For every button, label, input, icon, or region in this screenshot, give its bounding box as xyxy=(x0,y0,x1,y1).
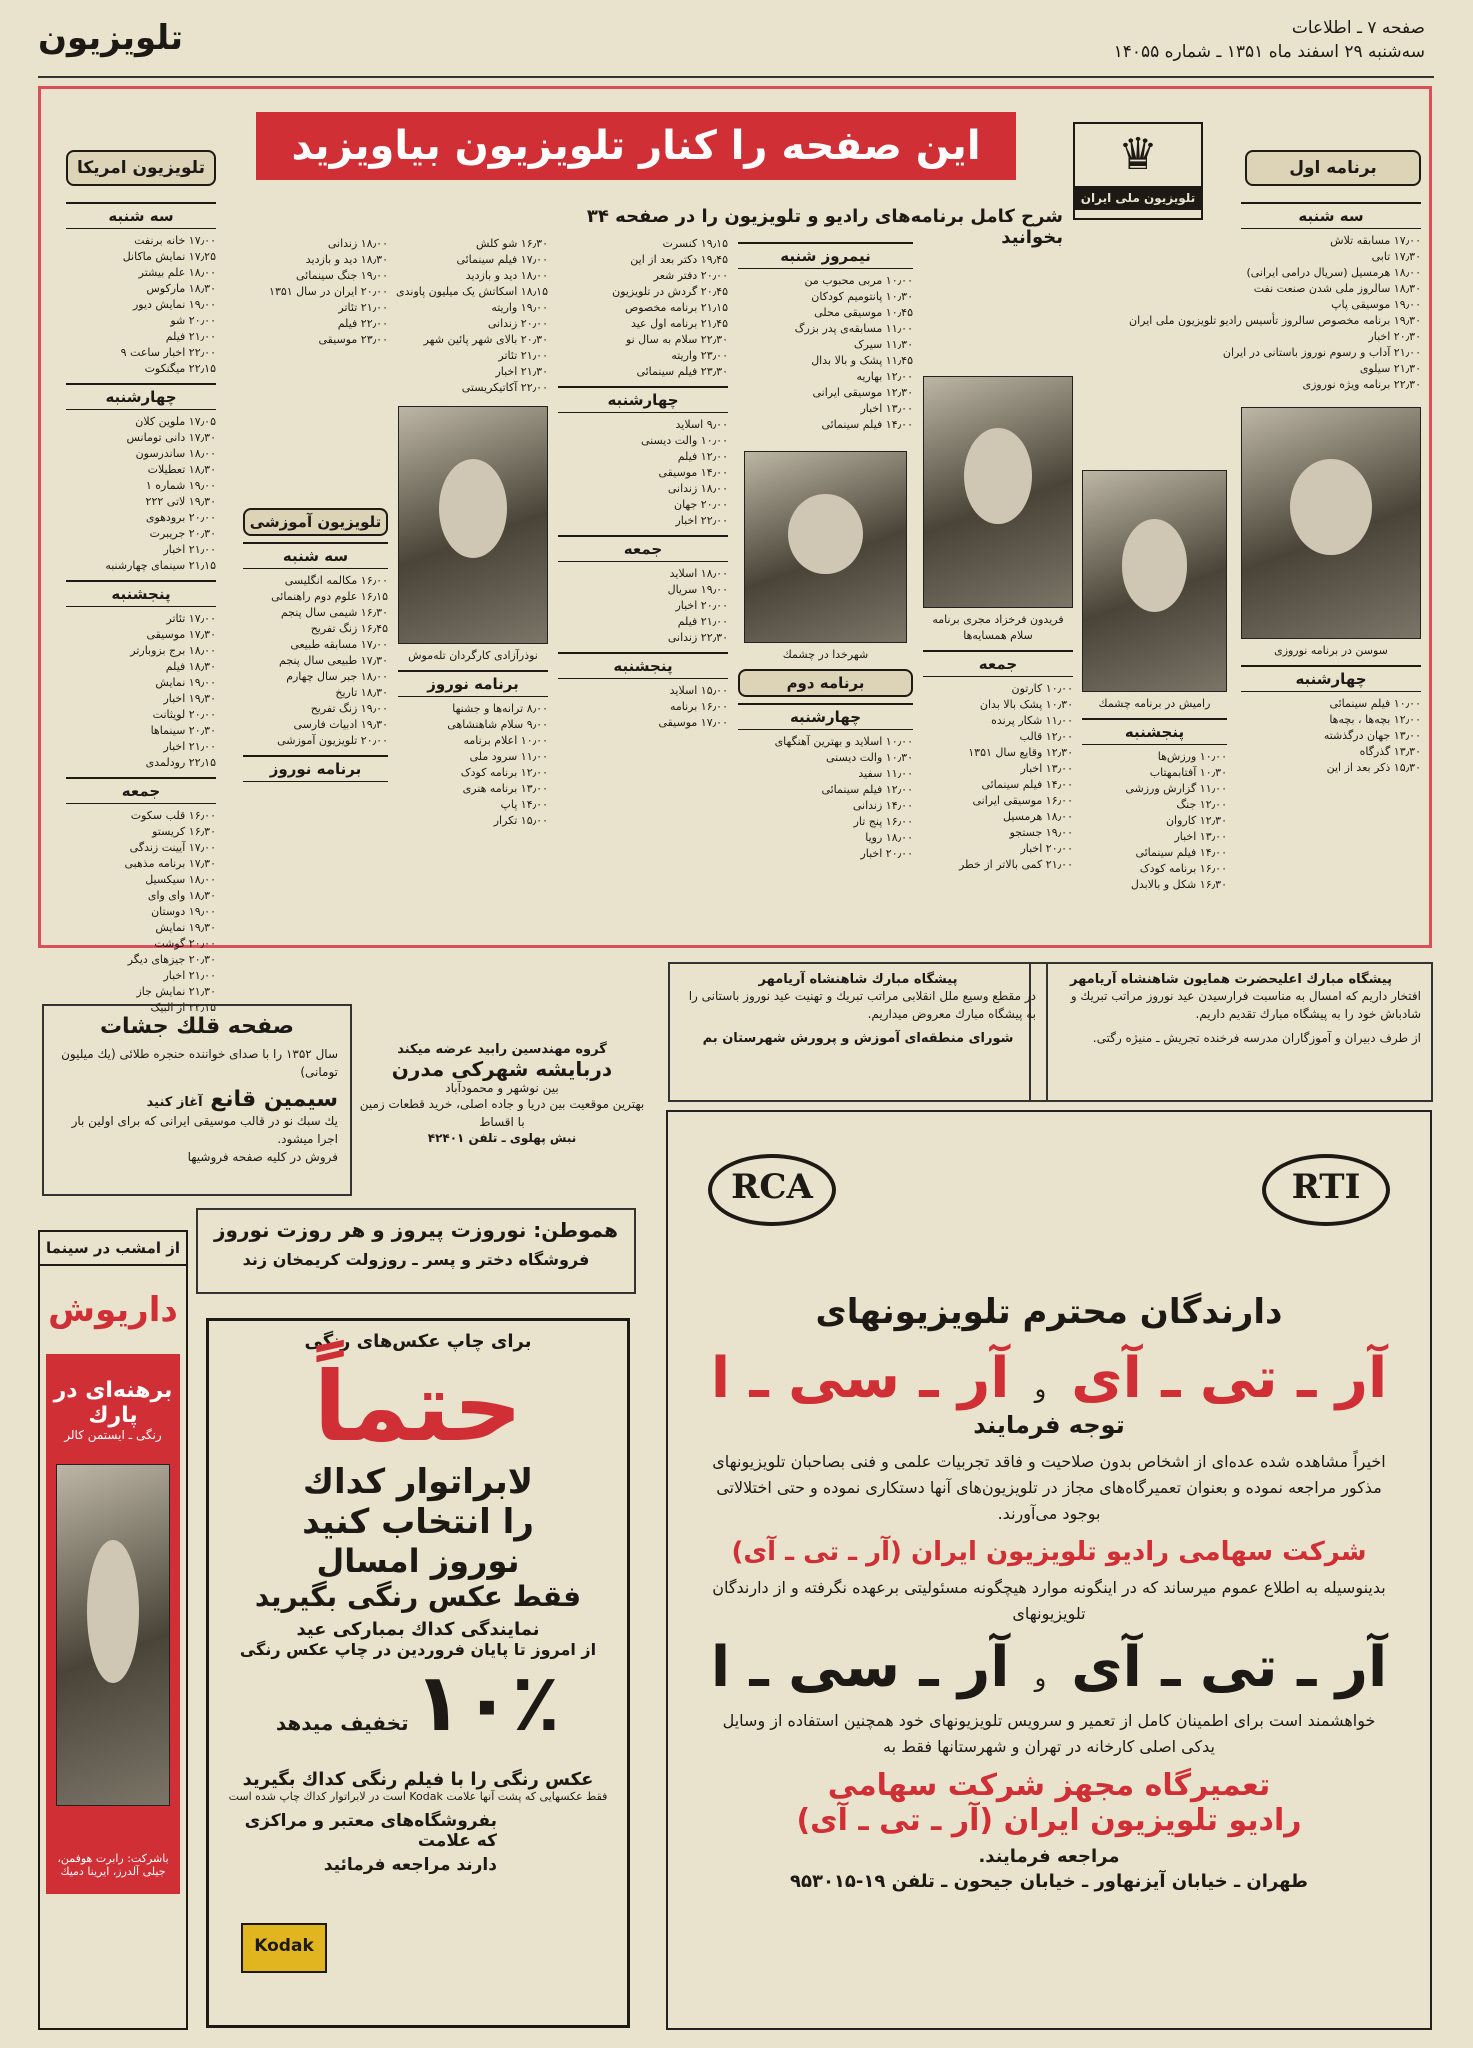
program-item: ۲۲٫۱۵ از البيک xyxy=(150,1001,216,1014)
rti-heading: دارندگان محترم تلويزيونهای xyxy=(815,1292,1283,1332)
program-item: ۱۹٫۳۰ لاتی ۲۲۲ xyxy=(145,495,216,508)
program-item: ۲۲٫۳۰ سلام به سال نو xyxy=(625,333,728,346)
program-item: ۱۶٫۳۰ شو کلش xyxy=(475,237,548,250)
program-item: ۱۰٫۰۰ اسلايد و بهترين آهنگهای xyxy=(774,735,913,748)
program-item: ۱۹٫۰۰ سريال xyxy=(667,583,728,596)
face-shape xyxy=(964,428,1032,525)
nowruz-program-label: برنامه نوروز xyxy=(398,670,548,697)
photo-farrokhzad xyxy=(923,376,1073,608)
program-item: ۱۸٫۳۰ وای وای xyxy=(147,889,216,902)
program-item: ۱۰٫۰۰ فيلم سينمائی xyxy=(1329,697,1421,710)
program-item: ۲۰٫۳۰ جريبرت xyxy=(149,527,216,540)
day-heading: چهارشنبه xyxy=(66,383,216,410)
program-item: ۱۴٫۰۰ موسيقی xyxy=(658,466,728,479)
homotan-ad xyxy=(196,1208,636,1294)
program-item: ۱۲٫۰۰ فيلم xyxy=(677,450,728,463)
program-item: ۱۰٫۰۰ کارتون xyxy=(1011,682,1073,695)
rti-repair: تعميرگاه مجهز شرکت سهامی xyxy=(827,1768,1271,1803)
program-item: ۲۲٫۱۵ رودلمدی xyxy=(145,756,216,769)
building-phone: نبش پهلوی ـ تلفن ۴۲۴۰۱ xyxy=(427,1131,577,1145)
program-item: ۱۸٫۰۰ هرمسيل xyxy=(1003,810,1073,823)
program-item: ۱۳٫۰۰ اخبار xyxy=(1174,830,1227,843)
program-item: ۱۸٫۰۰ جبر سال چهارم xyxy=(286,670,388,683)
day-heading: چهارشنبه xyxy=(738,703,913,730)
program-item: ۱۹٫۰۰ جنگ سينمائی xyxy=(296,269,388,282)
program-item: ۲۰٫۳۰ اخبار xyxy=(1368,330,1421,343)
program-item: ۱۲٫۰۰ بچه‌ها ، بچه‌ها xyxy=(1329,713,1421,726)
kodak-line: فقط عکسهايی که پشت آنها علامت Kodak است در لابراتوار کداك چاپ شده است xyxy=(228,1790,608,1803)
discount-text: تخفيف ميدهد xyxy=(275,1711,409,1735)
program-item: ۲۰٫۰۰ لويثانت xyxy=(152,708,216,721)
rti-para: بدينوسيله به اطلاع عموم ميرساند که در اينگونه موارد هيچگونه مسئوليتی برعهده نگرفته و از دارندگان تلويزيونهای xyxy=(712,1578,1386,1623)
day-heading: پنجشنبه xyxy=(558,652,728,679)
program-item: ۱۹٫۳۰ اخبار xyxy=(163,692,216,705)
program-item: ۱۸٫۳۰ ديد و بازديد xyxy=(305,253,388,266)
brand-rti: آر ـ تی ـ آی xyxy=(1071,1635,1388,1700)
photo-caption: شهرخدا در چشمك xyxy=(782,648,869,661)
photo-nozar-azadi xyxy=(398,406,548,644)
face-shape xyxy=(87,1540,139,1683)
program-item: ۱۸٫۰۰ اسلايد xyxy=(669,567,728,580)
program-item: ۱۸٫۰۰ ديد و بازديد xyxy=(465,269,548,282)
program-item: ۱۸٫۳۰ مارکوس xyxy=(146,282,216,295)
kodak-logo-icon: Kodak xyxy=(241,1923,327,1973)
program-item: ۹٫۰۰ اسلايد xyxy=(675,418,728,431)
program-item: ۱۱٫۰۰ مسابقه‌ی پدر بزرگ xyxy=(794,322,913,335)
photo-susan xyxy=(1241,407,1421,639)
face-shape xyxy=(439,459,507,558)
program-item: ۹٫۰۰ سلام شاهنشاهی xyxy=(447,718,548,731)
program-item: ۲۱٫۰۰ فيلم xyxy=(677,615,728,628)
program-item: ۱۰٫۳۰ پانتوميم کودکان xyxy=(811,290,913,303)
program-item: ۱۹٫۳۰ ادبيات فارسی xyxy=(293,718,388,731)
brand-conj: و xyxy=(1034,1375,1047,1403)
second-column xyxy=(1082,470,1227,940)
program-item: ۱۸٫۰۰ ساندرسون xyxy=(135,447,216,460)
program-item: ۱۸٫۰۰ زندانی xyxy=(667,482,728,495)
program-item: ۲۱٫۰۰ اخبار xyxy=(163,969,216,982)
program-item: ۱۰٫۰۰ والت ديسنی xyxy=(641,434,728,447)
top-rule xyxy=(38,76,1434,78)
program-item: ۱۱٫۳۰ سيرک xyxy=(853,338,913,351)
program-item: ۱۵٫۳۰ ذکر بعد از اين xyxy=(1326,761,1421,774)
program-item: ۱۶٫۳۰ کريستو xyxy=(152,825,216,838)
face-shape xyxy=(1122,519,1188,611)
film-poster xyxy=(46,1354,180,1894)
program-item: ۱۶٫۰۰ برنامه xyxy=(669,700,728,713)
program-item: ۲۱٫۴۵ برنامه اول عيد xyxy=(630,317,728,330)
program-item: ۱۴٫۰۰ زندانی xyxy=(852,799,913,812)
kodak-line: از امروز تا پايان فروردين در چاپ عکس رنگی xyxy=(239,1640,597,1659)
program-item: ۱۶٫۰۰ برنامه کودک xyxy=(1139,862,1227,875)
galak-line: يك سبك نو در قالب موسيقی ايرانی که برای اولين بار اجرا ميشود. xyxy=(71,1114,338,1146)
logo-caption: تلويزيون ملی ايران xyxy=(1075,186,1201,210)
homotan-line2: فروشگاه دختر و پسر ـ روزولت کريمخان زند xyxy=(242,1250,590,1269)
program-item: ۱۰٫۰۰ اعلام برنامه xyxy=(463,734,548,747)
page-info xyxy=(1114,16,1425,64)
program-item: ۱۴٫۰۰ فيلم سينمائی xyxy=(1135,846,1227,859)
day-heading: سه شنبه xyxy=(243,542,388,569)
program-item: ۱۹٫۱۵ کنسرت xyxy=(662,237,728,250)
film-cast: باشرکت: رابرت هوفمن، جيلی آلدرز، ايرينا دميك xyxy=(57,1852,169,1878)
homotan-line1: هموطن: نوروزت پيروز و هر روزت نوروز xyxy=(214,1218,618,1242)
program-item: ۱۷٫۰۰ آيينت زندگی xyxy=(129,841,216,854)
program-item: ۱۱٫۰۰ سرود ملی xyxy=(469,750,548,763)
rti-company: شرکت سهامی راديو تلويزيون ايران (آر ـ تی ـ آی) xyxy=(731,1537,1367,1567)
program-item: ۱۷٫۰۰ مسابقه تلاش xyxy=(1330,234,1421,247)
program-item: ۱۶٫۱۵ علوم دوم راهنمائی xyxy=(271,590,388,603)
program-item: ۱۲٫۰۰ بهاريه xyxy=(856,370,913,383)
program-item: ۲۱٫۰۰ آداب و رسوم نوروز باستانی در ايران xyxy=(1222,346,1421,359)
program-item: ۱۷٫۳۰ برنامه مذهبی xyxy=(124,857,216,870)
program-item: ۱۸٫۰۰ زندانی xyxy=(327,237,388,250)
brand-row-bottom xyxy=(668,1635,1430,1700)
program-item: ۱۶٫۰۰ مکالمه انگليسی xyxy=(284,574,388,587)
program-item: ۱۹٫۰۰ جستجو xyxy=(1009,826,1073,839)
program-item: ۱۸٫۳۰ سالروز ملی شدن صنعت نفت xyxy=(1253,282,1421,295)
program-item: ۱۱٫۰۰ شکار پرنده xyxy=(991,714,1073,727)
galak-line: فروش در کليه صفحه فروشيها xyxy=(187,1150,338,1164)
first-program-label: برنامه اول xyxy=(1245,150,1421,186)
program-item: ۱۷٫۳۰ تابی xyxy=(1371,250,1421,263)
program-item: ۲۲٫۳۰ زندانی xyxy=(667,631,728,644)
program-item: ۱۸٫۰۰ برج بزوبارتر xyxy=(130,644,216,657)
program-item: ۱۶٫۰۰ پنج تار xyxy=(853,815,913,828)
program-item: ۲۳٫۰۰ واريته xyxy=(671,349,728,362)
program-item: ۱۲٫۳۰ موسيقی ايرانی xyxy=(812,386,913,399)
program-item: ۱۹٫۳۰ نمايش xyxy=(155,921,216,934)
program-item: ۱۲٫۰۰ جنگ xyxy=(1176,798,1227,811)
program-item: ۱۹٫۰۰ نمايش xyxy=(155,676,216,689)
kodak-line: لابراتوار کداك xyxy=(302,1462,534,1502)
program-item: ۱۱٫۴۵ پشک و بالا بدال xyxy=(811,354,913,367)
program-item: ۲۱٫۰۰ اخبار xyxy=(163,543,216,556)
second-program-label: برنامه دوم xyxy=(738,669,913,697)
emblem-icon: ♛ xyxy=(1118,129,1158,180)
brand-row-top xyxy=(668,1346,1430,1411)
building-name: دربايشه شهرکی مدرن xyxy=(391,1057,613,1081)
kodak-line: نمايندگی کداك بمبارکی عيد xyxy=(296,1619,540,1640)
program-item: ۲۲٫۰۰ فيلم xyxy=(337,317,388,330)
program-item: ۲۳٫۳۰ فيلم سينمائی xyxy=(636,365,728,378)
day-heading: سه شنبه xyxy=(1241,202,1421,229)
notice-bam xyxy=(668,962,1048,1102)
program-item: ۲۱٫۳۰ سيلوی xyxy=(1359,362,1421,375)
program-item: ۱۲٫۳۰ کاروان xyxy=(1165,814,1227,827)
program-banner: این صفحه را کنار تلویزیون بیاویزید xyxy=(256,112,1016,180)
program-item: ۱۸٫۱۵ اسکاتش يک ميليون پاوندی xyxy=(396,285,548,298)
program-item: ۲۰٫۰۰ تلويزيون آموزشی xyxy=(277,734,388,747)
program-item: ۲۰٫۰۰ اخبار xyxy=(860,847,913,860)
notice-signature: شورای منطقه‌ای آموزش و پرورش شهرستان بم xyxy=(702,1031,1014,1046)
discount-row xyxy=(209,1656,627,1769)
program-item: ۲۰٫۰۰ گوشت xyxy=(154,937,216,950)
singer-suffix: آغاز کنيد xyxy=(146,1095,203,1110)
building-ad xyxy=(352,1036,652,1186)
program-item: ۱۹٫۴۵ دکتر بعد از اين xyxy=(630,253,728,266)
program-item: ۲۰٫۴۵ گردش در تلويزيون xyxy=(612,285,728,298)
program-item: ۱۷٫۲۵ نمايش ماکانل xyxy=(122,250,216,263)
program-item: ۱۰٫۴۵ موسيقی محلی xyxy=(814,306,913,319)
kodak-line: بفروشگاه‌های معتبر و مراکزی که علامت xyxy=(244,1811,497,1851)
center-column xyxy=(398,236,548,940)
rti-para: خواهشمند است برای اطمينان کامل از تعمير و سرويس تلويزيونهای خود همچنين استفاده از وسايل يدکی اصلی کارخانه در تهران و شهرستانها فقط به xyxy=(722,1711,1376,1756)
program-item: ۲۱٫۰۰ کمی بالاتر از خطر xyxy=(958,858,1073,871)
photo-shahrkhoda xyxy=(744,451,907,643)
brand-rca: آر ـ سی ـ ا xyxy=(710,1635,1010,1700)
rti-refer: مراجعه فرمايند. xyxy=(978,1846,1120,1867)
american-tv-column xyxy=(66,196,216,1014)
program-item: ۱۰٫۰۰ مربی محبوب من xyxy=(804,274,913,287)
brand-rca: آر ـ سی ـ ا xyxy=(710,1346,1010,1411)
notice-title: پيشگاه مبارك اعليحضرت همايون شاهنشاه آريامهر xyxy=(1069,972,1392,987)
program-item: ۱۶٫۰۰ قلب سکوت xyxy=(130,809,216,822)
program-item: ۲۰٫۳۰ بالای شهر پائين شهر xyxy=(423,333,548,346)
kodak-line: را انتخاب کنيد xyxy=(302,1502,534,1542)
day-heading: جمعه xyxy=(923,650,1073,677)
program-item: ۲۱٫۳۰ اخبار xyxy=(495,365,548,378)
building-presenter: گروه مهندسين رابيد عرضه ميکند xyxy=(397,1042,607,1057)
national-tv-logo xyxy=(1073,122,1203,220)
face-shape xyxy=(788,494,862,574)
rca-logo-icon: RCA xyxy=(708,1154,836,1226)
program-item: ۲۲٫۳۰ برنامه ويژه نوروزی xyxy=(1302,378,1421,391)
program-item: ۲۲٫۰۰ آکاتيکريستی xyxy=(461,381,548,394)
program-item: ۱۸٫۰۰ رويا xyxy=(865,831,913,844)
program-item: ۲۰٫۰۰ شو xyxy=(170,314,216,327)
program-item: ۲۱٫۰۰ فيلم xyxy=(165,330,216,343)
cinema-header: از امشب در سينما xyxy=(40,1232,186,1266)
program-item: ۱۵٫۰۰ تکرار xyxy=(493,814,548,827)
notice-text: در مقطع وسيع ملل انقلابی مراتب تبريك و تهنيت عيد نوروز باستانی را به پيشگاه مبارك معروض ميداريم. xyxy=(688,989,1036,1021)
program-item: ۲۲٫۰۰ اخبار xyxy=(675,514,728,527)
notice-signature: از طرف دبيران و آموزگاران مدرسه فرخنده تجريش ـ منيژه رگتی. xyxy=(1092,1031,1421,1045)
program-item: ۱۴٫۰۰ فيلم سينمائی xyxy=(981,778,1073,791)
day-heading: چهارشنبه xyxy=(1241,665,1421,692)
program-item: ۱۸٫۳۰ تعطيلات xyxy=(147,463,216,476)
program-item: ۱۳٫۰۰ اخبار xyxy=(1020,762,1073,775)
program-item: ۱۹٫۰۰ زنگ تفريح xyxy=(310,702,388,715)
discount-percent: ۱۰٪ xyxy=(413,1656,561,1749)
rti-repair: راديو تلويزيون ايران (آر ـ تی ـ آی) xyxy=(796,1803,1302,1838)
building-text: بهترين موقعيت بين دريا و جاده اصلی، خريد قطعات زمين با اقساط xyxy=(359,1097,645,1129)
program-item: ۲۱٫۰۰ تئاتر xyxy=(338,301,388,314)
program-item: ۱۱٫۰۰ سفيد xyxy=(858,767,913,780)
program-item: ۱۹٫۰۰ دوستان xyxy=(151,905,216,918)
rti-ad xyxy=(666,1110,1432,2030)
program-item: ۱۶٫۰۰ موسيقی ايرانی xyxy=(972,794,1073,807)
middle-column xyxy=(558,236,728,940)
program-item: ۲۰٫۰۰ اخبار xyxy=(1020,842,1073,855)
program-item: ۱۶٫۳۰ شکل و بالابدل xyxy=(1130,878,1227,891)
program-item: ۱۸٫۰۰ هرمسيل (سريال درامی ايرانی) xyxy=(1246,266,1421,279)
singer-name: سيمين قانع xyxy=(210,1087,338,1112)
day-heading: چهارشنبه xyxy=(558,386,728,413)
program-item: ۱۹٫۰۰ شماره ۱ xyxy=(145,479,216,492)
cinema-ad xyxy=(38,1230,188,2030)
program-item: ۱۳٫۳۰ گذرگاه xyxy=(1359,745,1421,758)
program-item: ۲۰٫۰۰ ايران در سال ۱۳۵۱ xyxy=(269,285,388,298)
program-item: ۲۰٫۰۰ جهان xyxy=(673,498,728,511)
program-item: ۱۹٫۳۰ برنامه مخصوص سالروز تأسيس راديو تلويزيون ملی ايران xyxy=(1129,314,1421,327)
program-item: ۲۱٫۰۰ تئاتر xyxy=(498,349,548,362)
rti-para: اخيراً مشاهده شده عده‌ای از اشخاص بدون صلاحيت و فاقد تجربيات علمی و فنی بصاحبان تلويزيونهای مذکور مراجعه نموده و بعنوان تعميرگاه‌های مجاز در تلويزيون‌های آنها دستکاری نموده و حتی اختلالاتی بوجود می‌آورند. xyxy=(712,1452,1386,1523)
program-item: ۱۶٫۳۰ شيمی سال پنجم xyxy=(280,606,388,619)
galak-title: صفحه قلك جشات xyxy=(99,1014,295,1039)
film-title: برهنه‌ای در پارك xyxy=(53,1378,173,1428)
day-heading: جمعه xyxy=(558,535,728,562)
program-item: ۱۴٫۰۰ پاپ xyxy=(500,798,548,811)
program-item: ۱۸٫۰۰ علم بيشتر xyxy=(138,266,216,279)
program-item: ۲۱٫۱۵ برنامه مخصوص xyxy=(624,301,728,314)
program-item: ۱۲٫۰۰ فيلم سينمائی xyxy=(821,783,913,796)
educational-tv-label: تلويزيون آموزشی xyxy=(243,508,388,536)
program-item: ۲۰٫۰۰ زندانی xyxy=(487,317,548,330)
poster-image xyxy=(56,1464,170,1806)
program-item: ۱۳٫۰۰ برنامه هنری xyxy=(462,782,548,795)
singer-line xyxy=(56,1087,338,1112)
rti-attention: توجه فرمايند xyxy=(973,1411,1125,1439)
program-item: ۱۸٫۰۰ سيکسيل xyxy=(145,873,216,886)
kodak-line: نوروز امسال xyxy=(316,1542,520,1580)
program-item: ۱۷٫۰۰ فيلم سينمائی xyxy=(456,253,548,266)
day-heading: پنجشنبه xyxy=(66,580,216,607)
program-item: ۱۴٫۰۰ فيلم سينمائی xyxy=(821,418,913,431)
kodak-line: دارند مراجعه فرمائيد xyxy=(323,1855,497,1875)
kodak-ad xyxy=(206,1318,630,2028)
notice-title: پيشگاه مبارك شاهنشاه آريامهر xyxy=(758,972,958,987)
kodak-header: برای چاپ عکس‌های رنگی xyxy=(304,1331,532,1352)
program-item: ۱۰٫۳۰ پشک بالا بدان xyxy=(979,698,1073,711)
photo-caption: نوذرآزادی کارگردان تله‌موش xyxy=(408,649,538,662)
notice-text: افتخار داريم که امسال به مناسبت فرارسيدن عيد نوروز مراتب تبريك و شادباش خود را به پيشگاه مبارك تقديم داريم. xyxy=(1070,989,1421,1021)
nimrooz-column xyxy=(738,236,913,940)
program-item: ۱۶٫۴۵ زنگ تفريح xyxy=(310,622,388,635)
nowruz-program-label: برنامه نوروز xyxy=(243,755,388,782)
program-item: ۱۰٫۳۰ والت ديسنی xyxy=(826,751,913,764)
program-item: ۱۳٫۰۰ جهان درگذشته xyxy=(1323,729,1421,742)
program-item: ۲۰٫۰۰ دفتر شعر xyxy=(653,269,728,282)
program-item: ۱۷٫۳۰ دانی تومانس xyxy=(126,431,216,444)
galak-line: سال ۱۳۵۲ را با صدای خواننده حنجره طلائی (يك ميليون تومانی) xyxy=(61,1047,338,1079)
issue-date: سه‌شنبه ۲۹ اسفند ماه ۱۳۵۱ ـ شماره ۱۴۰۵۵ xyxy=(1113,42,1425,62)
program-item: ۱۱٫۰۰ گزارش ورزشی xyxy=(1125,782,1227,795)
photo-caption: فريدون فرخزاد مجری برنامه سلام همسايه‌ها xyxy=(932,613,1064,642)
section-title: تلويزيون xyxy=(38,18,183,58)
building-location: بين نوشهر و محمودآباد xyxy=(445,1081,559,1095)
program-item: ۸٫۰۰ ترانه‌ها و جشنها xyxy=(452,702,548,715)
program-item: ۱۷٫۰۵ ملوين کلان xyxy=(135,415,216,428)
program-item: ۱۳٫۰۰ اخبار xyxy=(860,402,913,415)
galak-record-ad xyxy=(42,1004,352,1196)
program-item: ۲۰٫۰۰ اخبار xyxy=(675,599,728,612)
program-item: ۱۷٫۳۰ موسيقی xyxy=(146,628,216,641)
kodak-big: حتماً xyxy=(313,1351,523,1463)
day-heading: سه شنبه xyxy=(66,202,216,229)
film-subtitle: رنگی ـ ايستمن کالر xyxy=(64,1428,162,1442)
photo-caption: راميش در برنامه چشمك xyxy=(1098,697,1211,710)
third-column xyxy=(923,376,1073,940)
photo-caption: سوسن در برنامه نوروزی xyxy=(1274,644,1388,657)
day-heading: پنجشنبه xyxy=(1082,718,1227,745)
day-heading: نيمروز شنبه xyxy=(738,242,913,269)
program-item: ۲۱٫۰۰ اخبار xyxy=(163,740,216,753)
program-item: ۱۰٫۳۰ آفتابمهتاب xyxy=(1149,766,1227,779)
american-tv-label: تلويزيون امريكا xyxy=(66,150,216,186)
kodak-line: عکس رنگی را با فيلم رنگی کداك بگيريد xyxy=(242,1769,594,1790)
brand-conj: و xyxy=(1034,1664,1047,1692)
program-item: ۲۱٫۳۰ نمايش جاز xyxy=(136,985,216,998)
program-item: ۱۸٫۳۰ تاريخ xyxy=(335,686,388,699)
notice-school xyxy=(1029,962,1433,1102)
program-item: ۱۰٫۰۰ ورزش‌ها xyxy=(1157,750,1227,763)
program-item: ۱۷٫۰۰ خانه برنفت xyxy=(134,234,216,247)
day-heading: جمعه xyxy=(66,777,216,804)
program-item: ۲۱٫۱۵ سينمای چهارشنبه xyxy=(105,559,216,572)
rti-address: طهران ـ خيابان آيزنهاور ـ خيابان جيحون ـ تلفن ۱۹-۹۵۳۰۱۵ xyxy=(789,1871,1308,1892)
program-item: ۱۷٫۰۰ تئاتر xyxy=(166,612,216,625)
program-item: ۱۷٫۳۰ طبيعی سال پنجم xyxy=(279,654,388,667)
rti-logo-icon: RTI xyxy=(1262,1154,1390,1226)
program-item: ۱۸٫۳۰ فيلم xyxy=(165,660,216,673)
program-item: ۱۷٫۰۰ موسيقی xyxy=(658,716,728,729)
program-item: ۲۰٫۳۰ سينماها xyxy=(150,724,216,737)
program-item: ۱۹٫۰۰ نمايش ديور xyxy=(132,298,216,311)
program-item: ۲۰٫۰۰ برودهوی xyxy=(145,511,216,524)
educational-column xyxy=(243,236,388,940)
cinema-name: داريوش xyxy=(48,1290,178,1330)
face-shape xyxy=(1290,459,1372,556)
program-item: ۱۲٫۳۰ وقايع سال ۱۳۵۱ xyxy=(968,746,1073,759)
program-item: ۱۵٫۰۰ اسلايد xyxy=(669,684,728,697)
program-item: ۱۷٫۰۰ مسابقه طبيعی xyxy=(290,638,388,651)
program-subtitle: شرح کامل برنامه‌های رادیو و تلویزیون را در صفحه ۳۴ بخوانید xyxy=(586,206,1063,248)
program-item: ۲۳٫۰۰ موسيقی xyxy=(318,333,388,346)
page-number: صفحه ۷ ـ اطلاعات xyxy=(1291,18,1425,38)
program-item: ۱۲٫۰۰ برنامه کودک xyxy=(460,766,548,779)
program-item: ۲۰٫۳۰ جيزهای ديگر xyxy=(127,953,216,966)
program-item: ۱۹٫۰۰ واريته xyxy=(491,301,548,314)
program-item: ۱۲٫۰۰ قالب xyxy=(1019,730,1073,743)
program-item: ۱۹٫۰۰ موسيقی پاپ xyxy=(1331,298,1421,311)
photo-ramesh xyxy=(1082,470,1227,692)
program-item: ۲۲٫۰۰ اخبار ساعت ۹ xyxy=(120,346,216,359)
program-item: ۲۲٫۱۵ ميگنکوت xyxy=(144,362,216,375)
brand-rti: آر ـ تی ـ آی xyxy=(1071,1346,1388,1411)
kodak-line: فقط عکس رنگی بگيريد xyxy=(254,1580,582,1613)
